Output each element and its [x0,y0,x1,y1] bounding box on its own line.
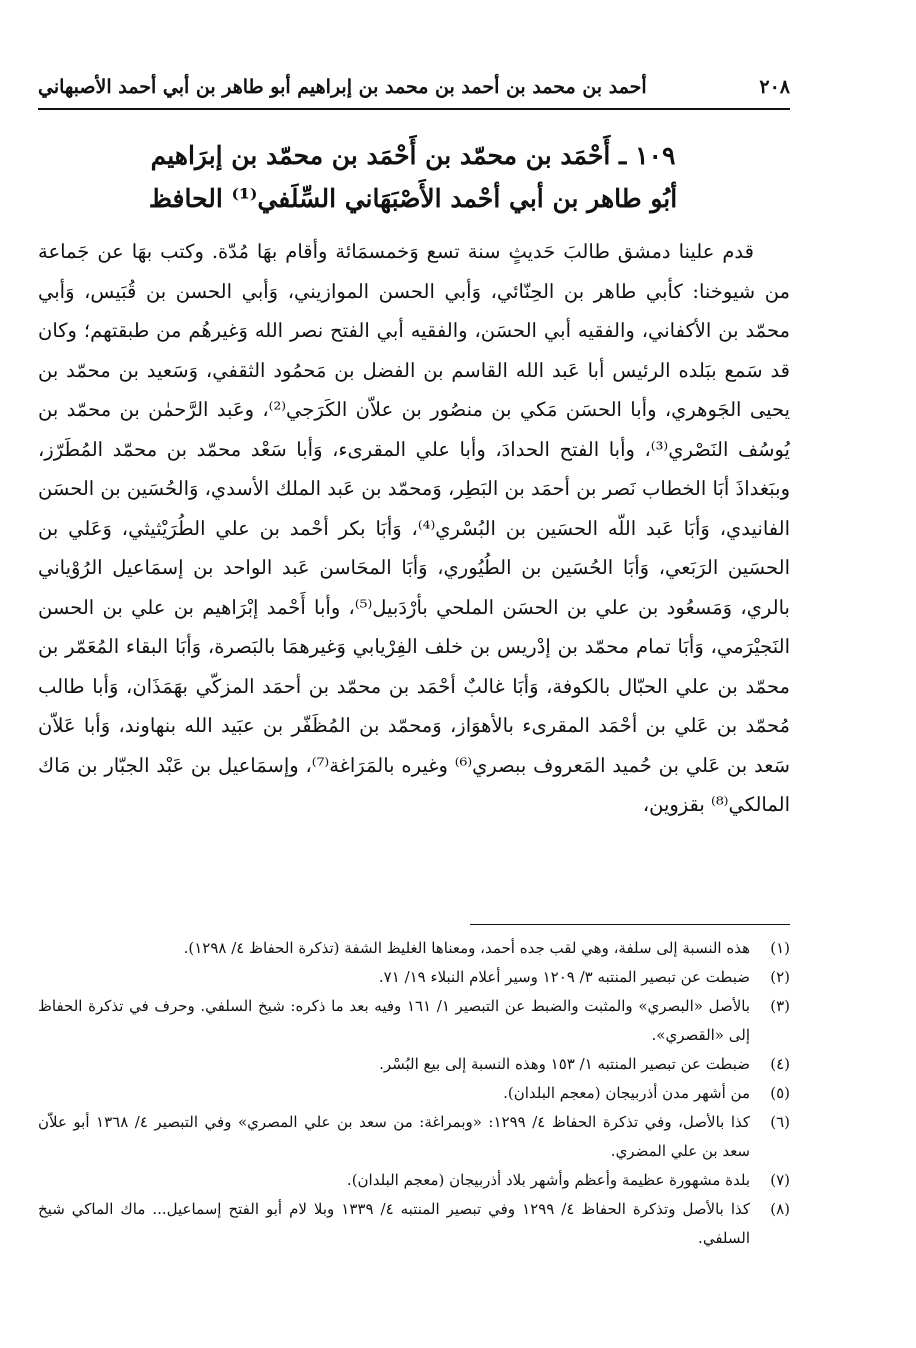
footnote-text: بالأصل «البصري» والمثبت والضبط عن التبصير ١/ ١٦١ وفيه بعد ما ذكره: شيخ السلفي. وحرف في تذكرة الحفاظ إلى «القصري». [38,997,751,1044]
footnote-text: كذا بالأصل وتذكرة الحفاظ ٤/ ١٢٩٩ وفي تبصير المنتبه ٤/ ١٣٣٩ وبلا لام أبو الفتح إسماعيل... ماك الماكي شيخ السلفي. [38,1200,751,1247]
body-text [38,232,790,825]
footnote-text: بلدة مشهورة عظيمة وأعظم وأشهر بلاد أذربيجان (معجم البلدان). [346,1171,750,1189]
footnote-number: (٦) [770,1113,790,1131]
footnote-text: ضبطت عن تبصير المنتبه ١/ ١٥٣ وهذه النسبة إلى بيع البُسْر. [379,1055,750,1073]
footnote-number: (٥) [770,1084,790,1102]
entry-title-line-2: أبُو طاهر بن أبي أحْمد الأَصْبَهَاني السِّلَفي⁽¹⁾ الحافظ [148,184,678,213]
footnote-2 [38,963,790,992]
footnote-8 [38,1195,790,1253]
footnote-3 [38,992,790,1050]
footnote-4 [38,1050,790,1079]
footnote-1 [38,934,790,963]
running-header [38,70,790,104]
footnote-number: (٤) [770,1055,790,1073]
footnotes [38,934,790,1253]
body-paragraph: قدم علينا دمشق طالبَ حَديثٍ سنة تسع وَخمسمَائة وأقام بهَا مُدّة. وكتب بهَا عن جَماعة من شيوخنا: كأبي طاهر بن الحِنّائي، وَأبي الحسن الموازيني، وَأبي الحسن بن قُبَيس، وَأبي محمّد بن الأكفاني، والفقيه أبي الحسَن، والفقيه أبي الفتح نصر الله وَغيرهُم من طبقتهم؛ وكان قد سَمع ببَلده الرئيس أبا عَبد الله القاسم بن الفضل بن مَحمُود الثقفي، وَسَعيد بن محمّد بن يحيى الجَوهري، وأبا الحسَن مَكي بن منصُور بن علاّن الكَرَجي⁽²⁾، وعَبد الرَّحمٰن بن محمّد بن يُوسُف النَصْري⁽³⁾، وأبا الفتح الحدادَ، وأبا علي المقرىء، وَأبا سَعْد محمّد بن محمّد المُطَرّز، وببَغداذَ أبَا الخطاب نَصر بن أحمَد بن البَطِر، وَمحمّد بن عَبد الملك الأسدي، وَالحُسَين بن الحسَن الفانيدي، وَأبَا عَبد اللّه الحسَين بن البُسْري⁽⁴⁾، وَأبَا بكر أحْمد بن علي الطُرَيْثيثي، وَعَلي بن الحسَين الرَبَعي، وَأبَا الحُسَين بن الطُيُوري، وَأبَا المحَاسن عَبد الواحد بن إسمَاعيل الرُوْياني بالري، وَمَسعُود بن علي بن الحسَن الملحي بأرْدَبيل⁽⁵⁾، وأبا أَحْمد إبْرَاهيم بن علي بن الحسن النَجيْرَمي، وَأبَا تمام محمّد بن إدْريس بن خلف الفِرْيابي وَغيرهمَا بالبَصرة، وَأبَا البقاء المُعَمّر بن محمّد بن علي الحبّال بالكوفة، وَأبَا غالبٌ أحْمَد بن محمّد بن أحمَد المزكّي بهَمَذَان، وَأبا طالب مُحمّد بن عَلي بن أحْمَد المقرىء بالأهوَاز، وَمحمّد بن المُظَفّر بن عبَيد الله بنهاوند، وَأبا عَلاّن سَعد بن عَلي بن حُميد المَعروف ببصري⁽⁶⁾ وغيره بالمَرَاغة⁽⁷⁾، وإسمَاعيل بن عَبْد الجبّار بن مَاك المالكي⁽⁸⁾ بقزوين، [38,240,790,816]
footnote-6 [38,1108,790,1166]
footnote-number: (١) [770,939,790,957]
footnote-5 [38,1079,790,1108]
footnote-number: (٣) [770,997,790,1015]
footnote-number: (٢) [770,968,790,986]
footnote-7 [38,1166,790,1195]
footnote-number: (٨) [770,1200,790,1218]
header-rule [38,108,790,110]
footnote-text: هذه النسبة إلى سلفة، وهي لقب جده أحمد، ومعناها الغليظ الشفة (تذكرة الحفاظ ٤/ ١٢٩٨). [183,939,750,957]
footnote-text: كذا بالأصل، وفي تذكرة الحفاظ ٤/ ١٢٩٩: «وبمراغة: من سعد بن علي المصري» وفي التبصير ٤/ ١٣٦٨ أبو علاّن سعد بن علي المضري. [38,1113,751,1160]
running-title: أحمد بن محمد بن أحمد بن محمد بن إبراهيم أبو طاهر بن أبي أحمد الأصبهاني [38,76,647,98]
footnote-separator [470,924,790,925]
page-number: ٢٠٨ [759,76,790,98]
footnote-text: من أشهر مدن أذربيجان (معجم البلدان). [503,1084,750,1102]
entry-title [60,134,766,220]
entry-title-line-1: ١٠٩ ـ أَحْمَد بن محمّد بن أَحْمَد بن محمّد بن إبرَاهيم [150,141,676,170]
footnote-number: (٧) [770,1171,790,1189]
footnote-text: ضبطت عن تبصير المنتبه ٣/ ١٢٠٩ وسير أعلام النبلاء ١٩/ ٧١. [378,968,750,986]
